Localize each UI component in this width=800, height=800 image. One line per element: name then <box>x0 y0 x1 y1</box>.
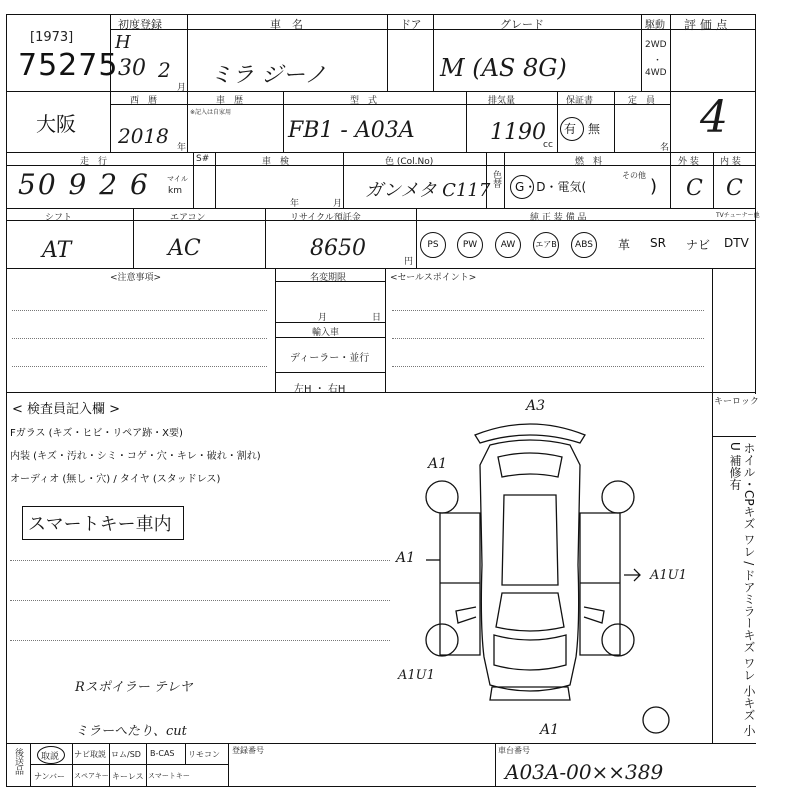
reg-number-label: 登録番号 <box>232 746 264 755</box>
day-label: 日 <box>372 313 382 323</box>
footer-navi-manual: ナビ取説 <box>74 750 106 759</box>
interior: C <box>726 176 743 201</box>
month-unit: 月 <box>177 83 187 93</box>
fuel-other: その他 <box>622 171 646 180</box>
equip-abs: ABS <box>571 232 597 258</box>
shaken-label: 車 検 <box>262 157 290 167</box>
score: 4 <box>700 92 728 143</box>
rear-note: Rスポイラー テレヤ <box>75 680 193 695</box>
s-label: S# <box>196 154 210 164</box>
equip-navi: ナビ <box>686 238 711 252</box>
inspector-line2: 内装 (キズ・汚れ・シミ・コゲ・穴・キレ・破れ・割れ) <box>10 451 261 462</box>
history-sub: ※記入は自家用 <box>190 109 232 116</box>
color-label: 色 (Col.No) <box>385 157 434 167</box>
name-change-label: 名変期限 <box>310 273 347 283</box>
footer-manual: 取説 <box>41 752 60 762</box>
warranty-yes: 有 <box>564 122 577 136</box>
mark-a1-top: A1 <box>428 456 448 472</box>
door-label: ドア <box>400 18 422 31</box>
sales-point-label: <セールスポイント> <box>390 273 477 283</box>
capacity-unit: 名 <box>660 143 670 153</box>
first-reg-label: 初度登録 <box>118 18 162 31</box>
caution-label: <注意事項> <box>110 273 162 283</box>
recycle: 8650 <box>310 236 366 261</box>
equip-sr: SR <box>650 236 666 250</box>
grade-label: グレード <box>500 18 544 31</box>
inspector-title: < 検査員記入欄 > <box>12 402 121 417</box>
footer-bcas: B-CAS <box>150 749 175 758</box>
drive-4wd: 4WD <box>645 68 667 78</box>
car-name: ミラ ジーノ <box>210 63 327 88</box>
chassis-number: A03A-00××389 <box>505 760 664 784</box>
exterior-label: 外 装 <box>678 157 699 167</box>
model-label: 型 式 <box>350 96 378 106</box>
equip-dtv: DTV <box>724 236 749 250</box>
fuel-options: G・D・電気( <box>515 180 587 194</box>
capacity-label: 定 員 <box>628 96 656 106</box>
color: ガンメタ C117 <box>365 180 491 201</box>
equip-leather: 革 <box>618 238 631 252</box>
right-legend: ホイル・CPキズ ワレ / ドアミラーキズ ワレ 小キズ 小U 補修有 <box>728 442 756 737</box>
warranty-label: 保証書 <box>566 96 594 106</box>
tuner-label: TVチューナー他 <box>716 212 760 219</box>
shaken-year-unit: 年 <box>290 199 300 209</box>
era-month: 2 <box>158 58 171 82</box>
recycle-label: リサイクル預託金 <box>290 213 361 223</box>
equip-ps: PS <box>420 232 446 258</box>
score-label: 評 価 点 <box>684 18 728 32</box>
footer-rom-sd: ロム/SD <box>111 750 141 759</box>
cc-unit: cc <box>543 140 553 150</box>
aircon-label: エアコン <box>170 213 206 223</box>
bottom-note: ミラーへたり、cut <box>75 724 187 739</box>
footer-remote: リモコン <box>188 750 220 759</box>
footer-keyless: キーレス <box>112 772 144 781</box>
equip-aw: AW <box>495 232 521 258</box>
fuel-label: 燃 料 <box>575 157 603 167</box>
inspector-line3: オーディオ (無し・穴) / タイヤ (スタッドレス) <box>10 474 221 485</box>
mark-a3: A3 <box>526 398 546 414</box>
yen-unit: 円 <box>404 257 414 267</box>
mark-a1u1-left: A1U1 <box>398 668 435 683</box>
fuel-close-paren: ) <box>650 176 658 197</box>
model: FB1 - A03A <box>288 118 415 143</box>
warranty-no: 無 <box>588 122 601 136</box>
steering-label: 左H ・ 右H <box>294 384 346 395</box>
displacement-label: 排気量 <box>488 96 516 106</box>
month-label: 月 <box>318 313 328 323</box>
keylock-label: キーロック <box>714 397 759 407</box>
mileage: 50 9 2 6 <box>18 168 150 201</box>
equip-pw: PW <box>457 232 483 258</box>
smart-key-note: スマートキー車内 <box>28 514 172 535</box>
exterior: C <box>686 176 703 201</box>
era-year: 30 <box>118 56 146 81</box>
import-label: 輸入車 <box>312 328 340 338</box>
shift-label: シフト <box>45 213 73 223</box>
western-year: 2018 <box>118 124 169 148</box>
grade: M (AS 8G) <box>440 54 567 82</box>
era: H <box>115 32 131 53</box>
year-unit: 年 <box>177 143 187 153</box>
color-change: 色替 <box>491 170 501 188</box>
year-code: [1973] <box>30 30 74 45</box>
mark-a1-left: A1 <box>396 550 416 566</box>
prefecture: 大阪 <box>36 112 76 136</box>
mark-a1u1-right: A1U1 <box>650 568 687 583</box>
equipment-label: 純 正 装 備 品 <box>530 213 587 223</box>
chassis-label: 車台番号 <box>498 746 530 755</box>
drive-separator: ・ <box>653 56 663 66</box>
inspector-line1: Fガラス (キズ・ヒビ・リペア跡・X要) <box>10 428 183 439</box>
equip-airbag: エアB <box>533 232 559 258</box>
mark-a1-bottom: A1 <box>540 722 560 738</box>
mileage-label: 走 行 <box>80 157 108 167</box>
drive-2wd: 2WD <box>645 40 667 50</box>
footer-spare-key: スペアキー <box>74 772 109 780</box>
displacement: 1190 <box>490 120 546 145</box>
aircon: AC <box>168 236 201 261</box>
western-year-label: 西 暦 <box>130 96 158 106</box>
shaken-month-unit: 月 <box>333 199 343 209</box>
car-name-label: 車 名 <box>270 18 303 31</box>
footer-smart-key: スマートキー <box>148 772 190 780</box>
accessory-label: 後送品 <box>13 748 23 775</box>
interior-label: 内 装 <box>720 157 741 167</box>
footer-plate: ナンバー <box>34 772 66 781</box>
mile-unit: マイル <box>167 175 188 183</box>
dealer-label: ディーラー・並行 <box>290 353 370 364</box>
history-label: 車 歴 <box>216 96 244 106</box>
lot-number: 75275 <box>18 48 119 83</box>
km-unit: km <box>168 186 182 196</box>
shift: AT <box>42 238 72 263</box>
drive-label: 駆動 <box>645 20 665 31</box>
